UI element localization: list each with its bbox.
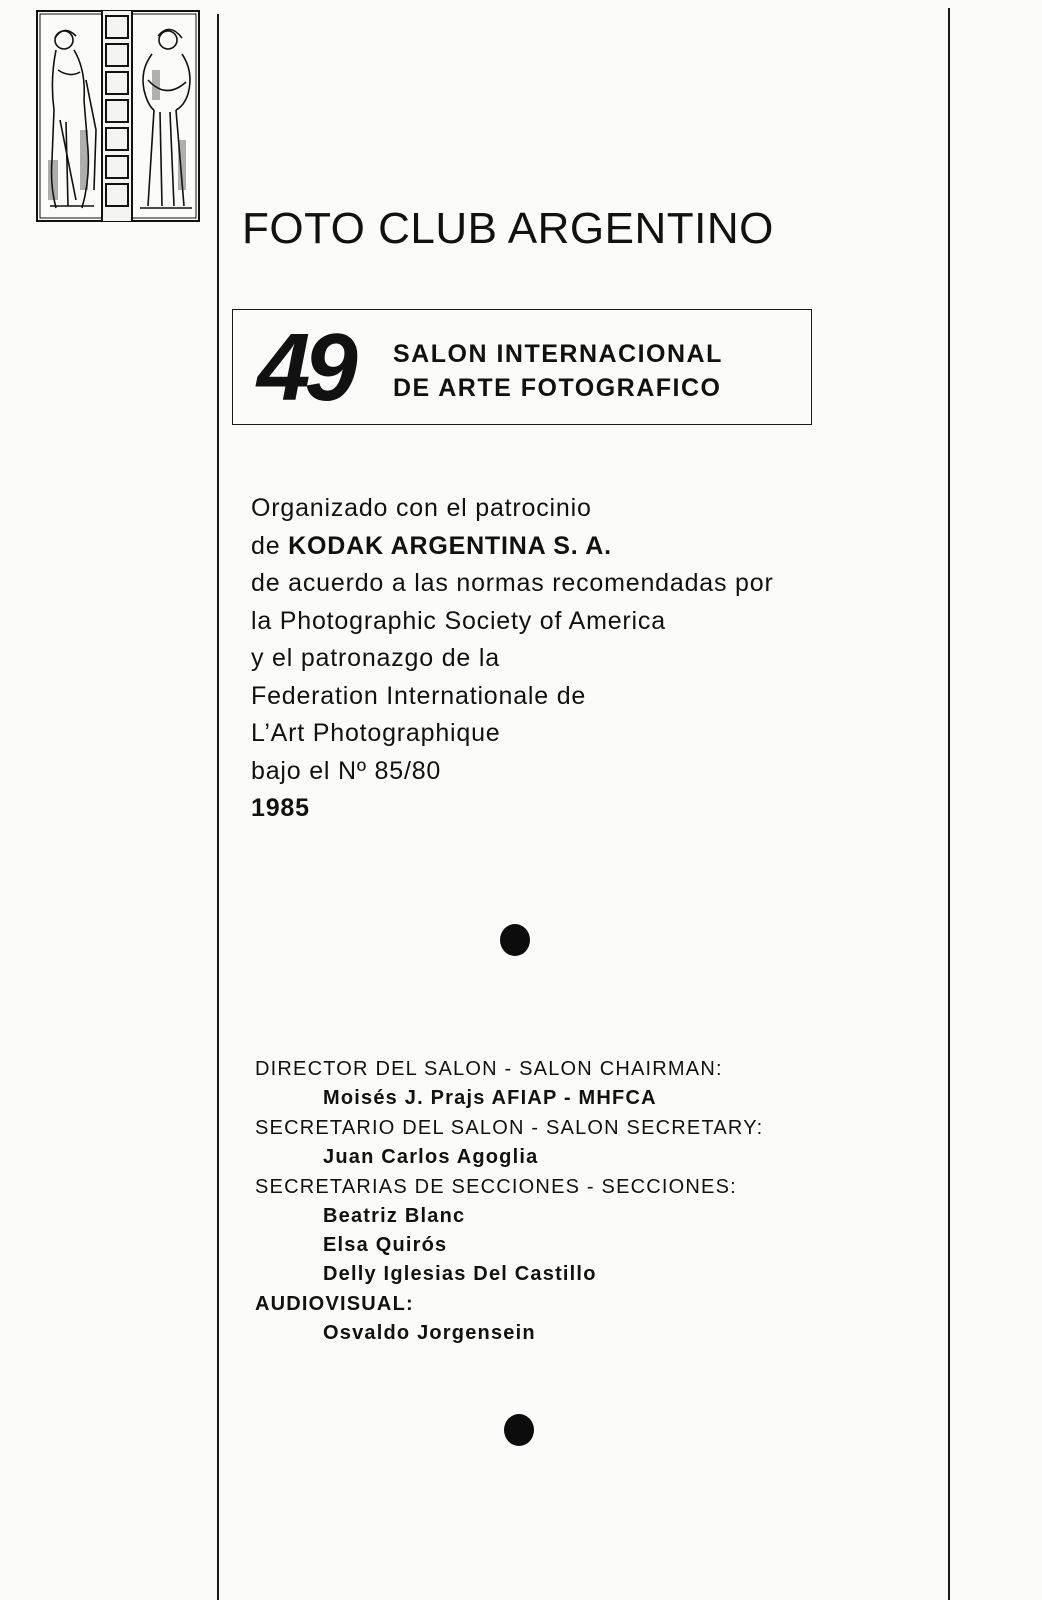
film-strip-figures-logo xyxy=(36,10,200,222)
credit-role: SECRETARIAS DE SECCIONES - SECCIONES: xyxy=(255,1176,737,1198)
salon-edition-number: 49 xyxy=(257,314,352,421)
year: 1985 xyxy=(251,794,310,822)
right-margin-rule xyxy=(948,8,950,1600)
credit-role: AUDIOVISUAL: xyxy=(255,1293,414,1315)
intro-line: de acuerdo a las normas recomendadas por xyxy=(251,569,774,597)
credit-role: SECRETARIO DEL SALON - SALON SECRETARY: xyxy=(255,1117,764,1139)
intro-line: Federation Internationale de xyxy=(251,681,587,710)
credit-name: Moisés J. Prajs AFIAP - MHFCA xyxy=(323,1087,657,1109)
sponsor-name: KODAK ARGENTINA S. A. xyxy=(288,531,612,560)
credit-name: Delly Iglesias Del Castillo xyxy=(323,1263,597,1285)
bullet-divider xyxy=(504,1414,534,1446)
intro-line: Organizado con el patrocinio xyxy=(251,494,592,522)
intro-line: la Photographic Society of America xyxy=(251,606,666,635)
left-margin-rule xyxy=(217,14,219,1600)
salon-title-line-1: SALON INTERNACIONAL xyxy=(393,340,723,368)
salon-credits xyxy=(255,1054,763,1348)
bullet-divider xyxy=(500,924,530,956)
organization-paragraph xyxy=(251,490,774,828)
sponsor-line xyxy=(251,528,774,566)
credit-name: Juan Carlos Agoglia xyxy=(323,1146,539,1168)
credit-name: Elsa Quirós xyxy=(323,1234,448,1256)
intro-line: L’Art Photographique xyxy=(251,719,501,747)
intro-line: y el patronazgo de la xyxy=(251,644,500,672)
sponsor-prefix: de xyxy=(251,531,289,560)
credit-name: Osvaldo Jorgensein xyxy=(323,1322,536,1344)
credit-name: Beatriz Blanc xyxy=(323,1205,466,1227)
club-title: FOTO CLUB ARGENTINO xyxy=(242,204,774,253)
salon-title-box xyxy=(232,309,812,425)
credit-role: DIRECTOR DEL SALON - SALON CHAIRMAN: xyxy=(255,1058,723,1080)
salon-title-line-2: DE ARTE FOTOGRAFICO xyxy=(393,374,722,402)
intro-line: bajo el Nº 85/80 xyxy=(251,756,442,785)
